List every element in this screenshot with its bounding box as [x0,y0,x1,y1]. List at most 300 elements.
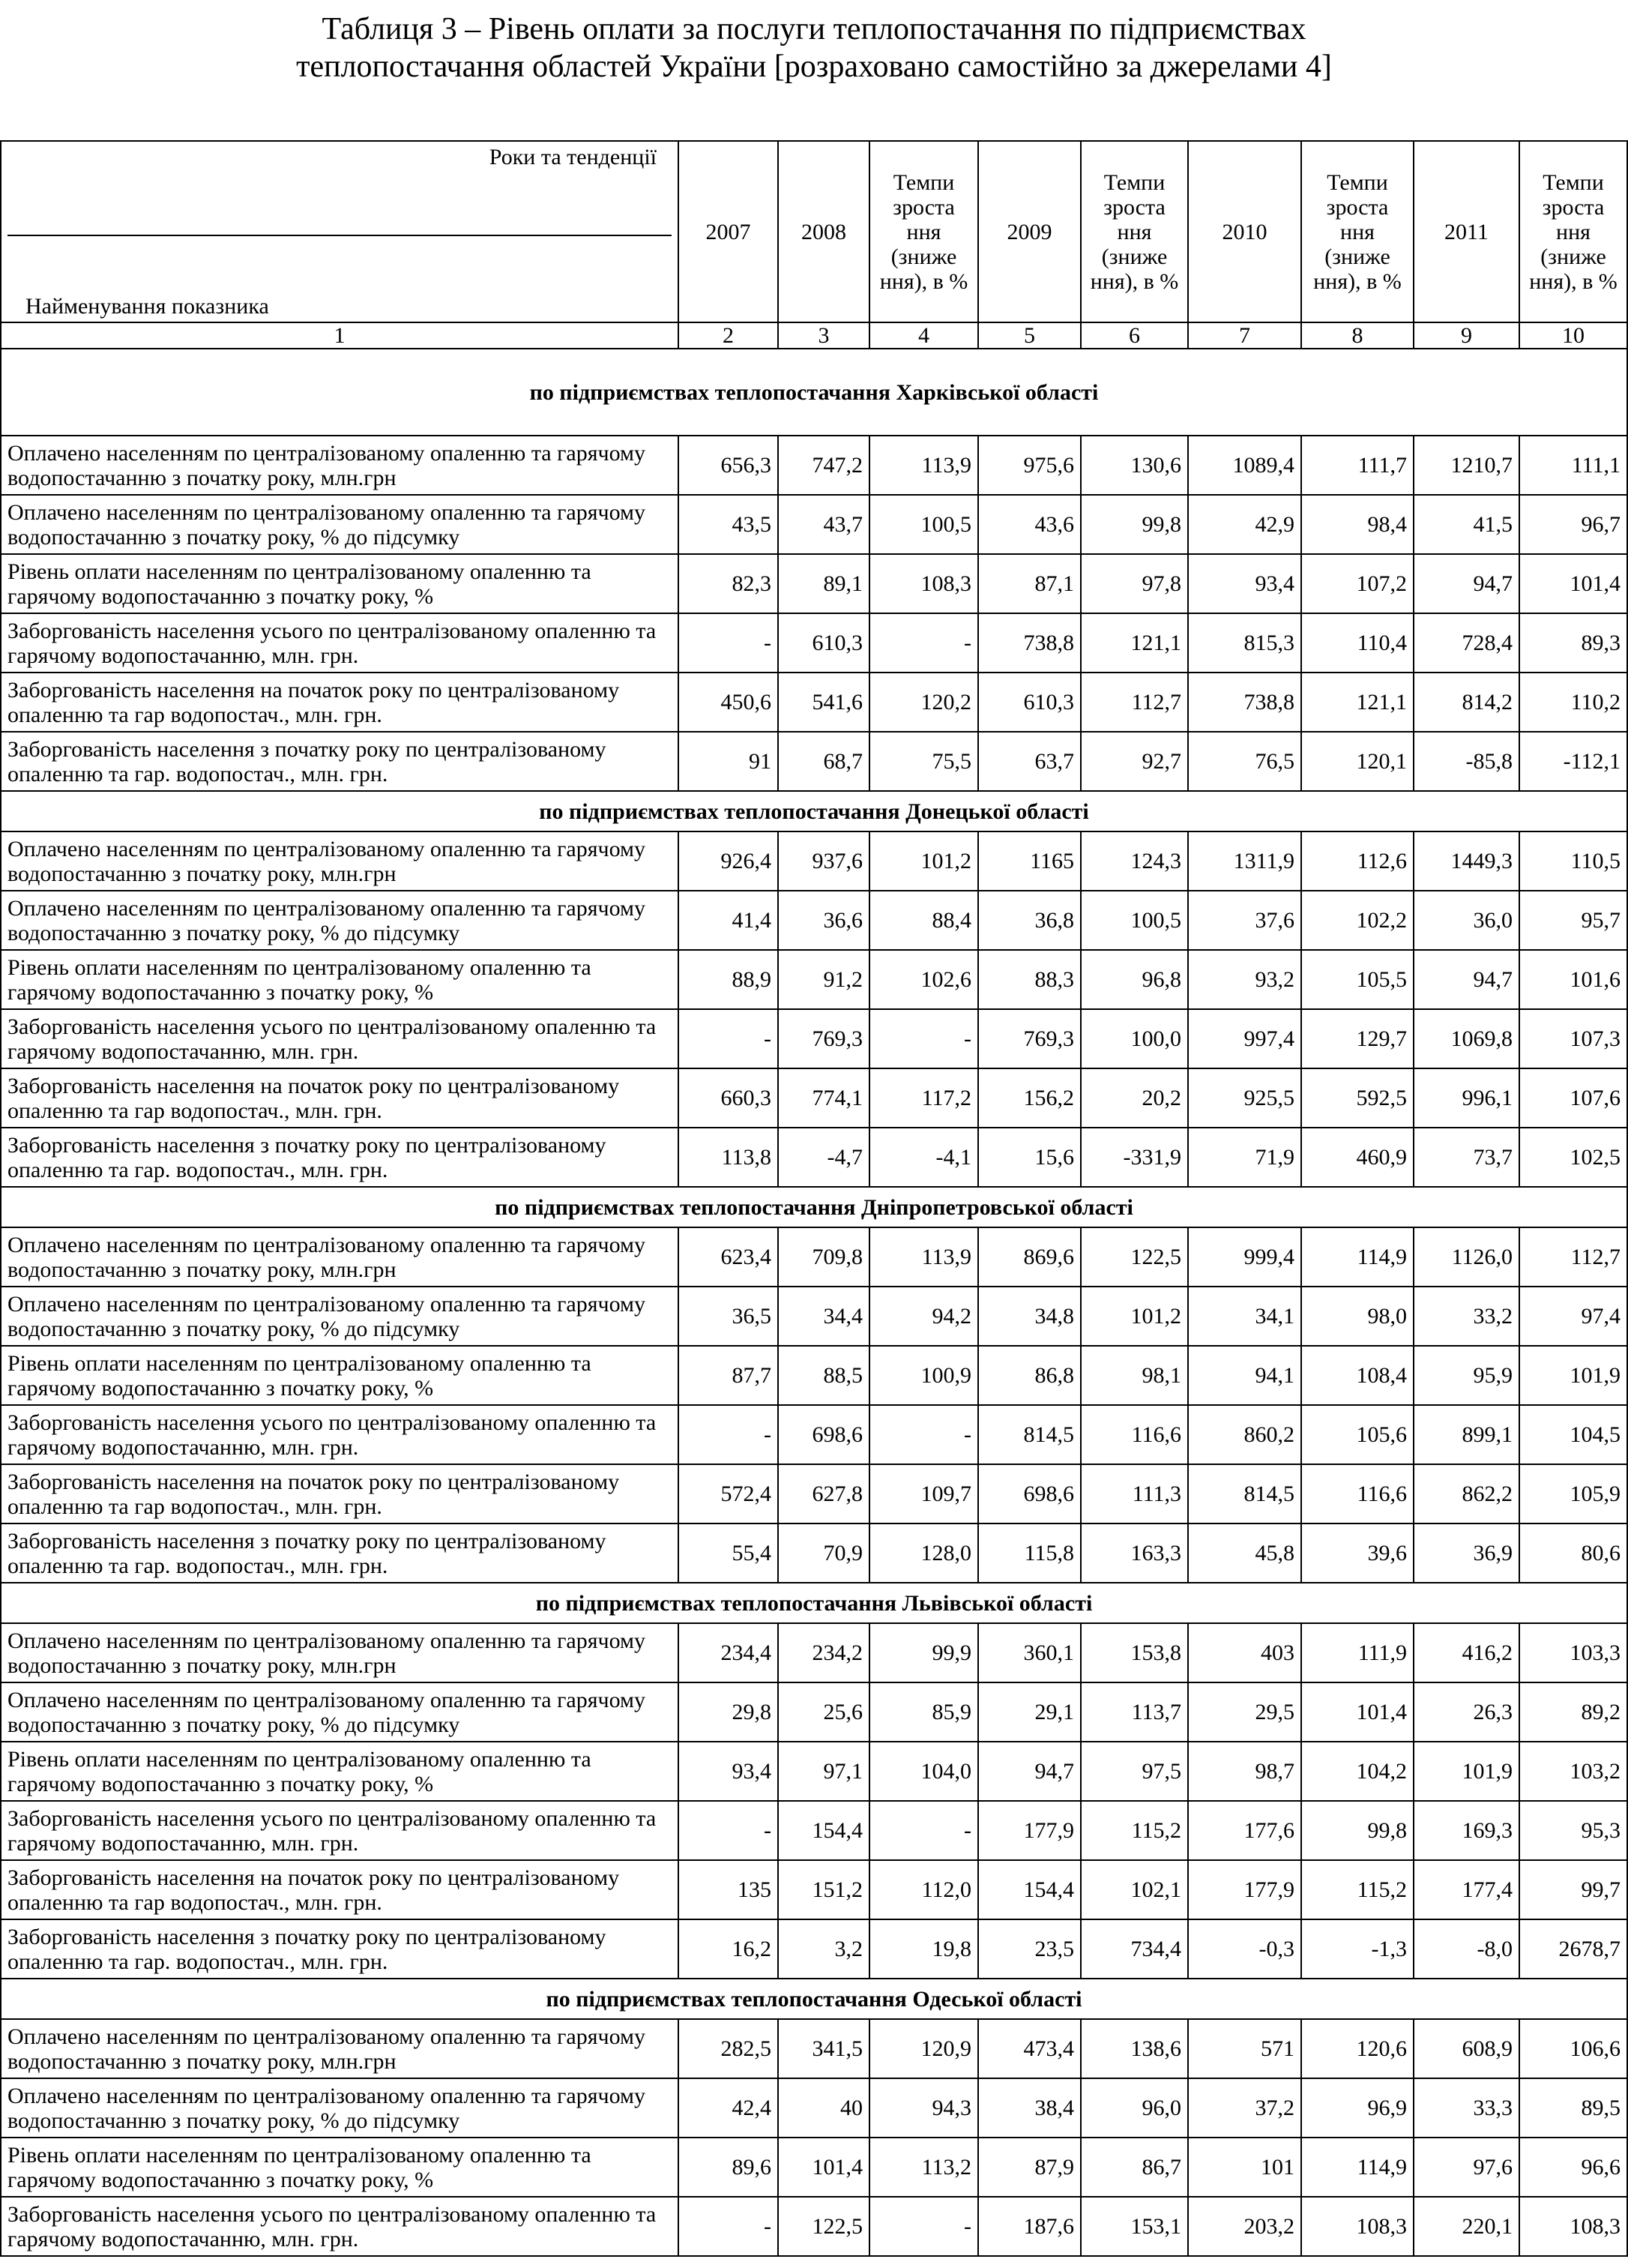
indicator-name-cell: Заборгованість населення з початку року по централізованому опаленню та гар. водопостач., млн. грн. [1,1128,678,1187]
value-cell: 101,2 [1081,1287,1188,1346]
value-cell: - [869,1405,978,1464]
value-cell: 87,1 [978,554,1081,613]
value-cell: 234,2 [778,1623,869,1682]
value-cell: 41,4 [678,891,778,950]
value-cell: 38,4 [978,2078,1081,2138]
value-cell: 975,6 [978,436,1081,495]
value-cell: 93,4 [1188,554,1301,613]
value-cell: 94,2 [869,1287,978,1346]
value-cell: 111,1 [1519,436,1627,495]
value-cell: - [869,613,978,673]
value-cell: 23,5 [978,1919,1081,1979]
value-cell: 996,1 [1414,1068,1519,1128]
value-cell: 36,6 [778,891,869,950]
value-cell: 592,5 [1301,1068,1414,1128]
value-cell: 45,8 [1188,1523,1301,1583]
indicator-name-cell: Рівень оплати населенням по централізованому опаленню та гарячому водопостачанню з початку року, % [1,950,678,1009]
value-cell: - [678,613,778,673]
value-cell: 29,8 [678,1682,778,1742]
value-cell: 96,9 [1301,2078,1414,2138]
value-cell: 869,6 [978,1227,1081,1287]
value-cell: - [869,1801,978,1860]
value-cell: 111,7 [1301,436,1414,495]
value-cell: 169,3 [1414,1801,1519,1860]
value-cell: 98,4 [1301,495,1414,554]
value-cell: 153,1 [1081,2197,1188,2256]
value-cell: 860,2 [1188,1405,1301,1464]
table-row [1,495,1627,554]
value-cell: 94,7 [978,1742,1081,1801]
value-cell: 135 [678,1860,778,1919]
table-title-line-2: теплопостачання областей України [розраховано самостійно за джерелами 4] [296,49,1332,84]
value-cell: 111,9 [1301,1623,1414,1682]
value-cell: 105,9 [1519,1464,1627,1523]
value-cell: 87,7 [678,1346,778,1405]
table-row [1,554,1627,613]
value-cell: 33,2 [1414,1287,1519,1346]
value-cell: 101 [1188,2138,1301,2197]
value-cell: 108,4 [1301,1346,1414,1405]
value-cell: 728,4 [1414,613,1519,673]
value-cell: 112,6 [1301,831,1414,891]
value-cell: 154,4 [778,1801,869,1860]
value-cell: 36,5 [678,1287,778,1346]
value-cell: 608,9 [1414,2019,1519,2078]
value-cell: 19,8 [869,1919,978,1979]
value-cell: -4,7 [778,1128,869,1187]
column-number: 2 [678,322,778,349]
value-cell: 163,3 [1081,1523,1188,1583]
value-cell: 104,5 [1519,1405,1627,1464]
value-cell: 105,6 [1301,1405,1414,1464]
table-row [1,1128,1627,1187]
table-row [1,613,1627,673]
indicator-name-cell: Заборгованість населення усього по централізованому опаленню та гарячому водопостачанню, млн. грн. [1,613,678,673]
table-row [1,1742,1627,1801]
value-cell: 113,9 [869,1227,978,1287]
indicator-name-cell: Рівень оплати населенням по централізованому опаленню та гарячому водопостачанню з початку року, % [1,1742,678,1801]
value-cell: 541,6 [778,673,869,732]
value-cell: 1165 [978,831,1081,891]
table-body [1,141,1627,2256]
value-cell: 769,3 [978,1009,1081,1068]
value-cell: 80,6 [1519,1523,1627,1583]
value-cell: 627,8 [778,1464,869,1523]
value-cell: 101,9 [1414,1742,1519,1801]
value-cell: 33,3 [1414,2078,1519,2138]
value-cell: -331,9 [1081,1128,1188,1187]
value-cell: -8,0 [1414,1919,1519,1979]
column-number-row [1,322,1627,349]
value-cell: 899,1 [1414,1405,1519,1464]
value-cell: 91,2 [778,950,869,1009]
section-header-row [1,1583,1627,1623]
value-cell: 98,1 [1081,1346,1188,1405]
value-cell: 234,4 [678,1623,778,1682]
value-cell: 55,4 [678,1523,778,1583]
header-divider [7,235,672,236]
section-header-row [1,1979,1627,2019]
indicator-name-cell: Заборгованість населення з початку року по централізованому опаленню та гар. водопостач., млн. грн. [1,1919,678,1979]
column-number: 8 [1301,322,1414,349]
table-title [0,10,1628,85]
value-cell: 39,6 [1301,1523,1414,1583]
value-cell: 926,4 [678,831,778,891]
value-cell: 2678,7 [1519,1919,1627,1979]
value-cell: 101,4 [1301,1682,1414,1742]
value-cell: 814,2 [1414,673,1519,732]
value-cell: 34,8 [978,1287,1081,1346]
column-number: 5 [978,322,1081,349]
column-number: 6 [1081,322,1188,349]
value-cell: 25,6 [778,1682,869,1742]
column-header-2007: 2007 [678,141,778,322]
column-number: 4 [869,322,978,349]
column-number: 10 [1519,322,1627,349]
value-cell: 97,1 [778,1742,869,1801]
value-cell: 120,6 [1301,2019,1414,2078]
value-cell: 95,9 [1414,1346,1519,1405]
value-cell: 88,3 [978,950,1081,1009]
value-cell: 120,1 [1301,732,1414,791]
value-cell: 738,8 [978,613,1081,673]
value-cell: 997,4 [1188,1009,1301,1068]
value-cell: 94,7 [1414,554,1519,613]
table-row [1,831,1627,891]
value-cell: 103,3 [1519,1623,1627,1682]
indicator-name-cell: Заборгованість населення усього по централізованому опаленню та гарячому водопостачанню, млн. грн. [1,1009,678,1068]
value-cell: 93,2 [1188,950,1301,1009]
value-cell: 112,7 [1081,673,1188,732]
column-header-2008: 2008 [778,141,869,322]
value-cell: 36,9 [1414,1523,1519,1583]
value-cell: 102,6 [869,950,978,1009]
years-trends-label: Роки та тенденції [489,145,657,169]
value-cell: 85,9 [869,1682,978,1742]
table-row [1,1860,1627,1919]
value-cell: 220,1 [1414,2197,1519,2256]
indicator-name-cell: Заборгованість населення усього по централізованому опаленню та гарячому водопостачанню, млн. грн. [1,1405,678,1464]
value-cell: 814,5 [978,1405,1081,1464]
value-cell: 177,9 [978,1801,1081,1860]
table-title-line-1: Таблиця 3 – Рівень оплати за послуги теплопостачання по підприємствах [322,12,1306,46]
value-cell: 41,5 [1414,495,1519,554]
value-cell: 121,1 [1081,613,1188,673]
value-cell: 709,8 [778,1227,869,1287]
value-cell: 108,3 [1301,2197,1414,2256]
value-cell: 97,5 [1081,1742,1188,1801]
value-cell: 95,3 [1519,1801,1627,1860]
value-cell: 115,2 [1301,1860,1414,1919]
value-cell: 76,5 [1188,732,1301,791]
value-cell: 282,5 [678,2019,778,2078]
value-cell: 122,5 [778,2197,869,2256]
value-cell: 98,7 [1188,1742,1301,1801]
value-cell: 101,4 [1519,554,1627,613]
value-cell: 571 [1188,2019,1301,2078]
value-cell: 769,3 [778,1009,869,1068]
value-cell: 94,3 [869,2078,978,2138]
column-header-2011: 2011 [1414,141,1519,322]
value-cell: 101,2 [869,831,978,891]
value-cell: 572,4 [678,1464,778,1523]
value-cell: 187,6 [978,2197,1081,2256]
value-cell: 112,0 [869,1860,978,1919]
value-cell: 1210,7 [1414,436,1519,495]
value-cell: 42,9 [1188,495,1301,554]
column-header-growth-2008: Темпи зроста ння (зниже ння), в % [869,141,978,322]
column-header-growth-2011: Темпи зроста ння (зниже ння), в % [1519,141,1627,322]
table-row [1,1227,1627,1287]
column-header-growth-2010: Темпи зроста ння (зниже ння), в % [1301,141,1414,322]
table-row [1,1405,1627,1464]
value-cell: 20,2 [1081,1068,1188,1128]
value-cell: 113,7 [1081,1682,1188,1742]
value-cell: 15,6 [978,1128,1081,1187]
indicator-name-cell: Оплачено населенням по централізованому опаленню та гарячому водопостачанню з початку року, % до підсумку [1,1287,678,1346]
data-table [0,140,1628,2257]
indicator-name-cell: Оплачено населенням по централізованому опаленню та гарячому водопостачанню з початку року, % до підсумку [1,891,678,950]
value-cell: -0,3 [1188,1919,1301,1979]
table-row [1,950,1627,1009]
value-cell: 937,6 [778,831,869,891]
value-cell: 96,7 [1519,495,1627,554]
value-cell: - [869,2197,978,2256]
value-cell: 1089,4 [1188,436,1301,495]
value-cell: 107,2 [1301,554,1414,613]
value-cell: 153,8 [1081,1623,1188,1682]
value-cell: 120,2 [869,673,978,732]
indicator-name-cell: Оплачено населенням по централізованому опаленню та гарячому водопостачанню з початку року, млн.грн [1,436,678,495]
value-cell: 98,0 [1301,1287,1414,1346]
value-cell: 129,7 [1301,1009,1414,1068]
value-cell: 113,2 [869,2138,978,2197]
value-cell: 96,8 [1081,950,1188,1009]
value-cell: 37,2 [1188,2078,1301,2138]
value-cell: 105,5 [1301,950,1414,1009]
column-number: 7 [1188,322,1301,349]
value-cell: 862,2 [1414,1464,1519,1523]
value-cell: 110,4 [1301,613,1414,673]
column-number: 9 [1414,322,1519,349]
indicator-name-cell: Оплачено населенням по централізованому опаленню та гарячому водопостачанню з початку року, % до підсумку [1,1682,678,1742]
value-cell: 87,9 [978,2138,1081,2197]
value-cell: 94,7 [1414,950,1519,1009]
value-cell: 1449,3 [1414,831,1519,891]
indicator-name-cell: Заборгованість населення на початок року по централізованому опаленню та гар водопостач., млн. грн. [1,1860,678,1919]
table-row [1,2019,1627,2078]
value-cell: 130,6 [1081,436,1188,495]
section-title: по підприємствах теплопостачання Донецької області [1,791,1627,831]
table-row [1,1009,1627,1068]
value-cell: 116,6 [1081,1405,1188,1464]
value-cell: 91 [678,732,778,791]
section-title: по підприємствах теплопостачання Львівської області [1,1583,1627,1623]
value-cell: 698,6 [778,1405,869,1464]
value-cell: 124,3 [1081,831,1188,891]
value-cell: 82,3 [678,554,778,613]
value-cell: 112,7 [1519,1227,1627,1287]
value-cell: 774,1 [778,1068,869,1128]
value-cell: 120,9 [869,2019,978,2078]
value-cell: 473,4 [978,2019,1081,2078]
value-cell: 925,5 [1188,1068,1301,1128]
value-cell: -1,3 [1301,1919,1414,1979]
value-cell: 106,6 [1519,2019,1627,2078]
value-cell: 99,7 [1519,1860,1627,1919]
table-row [1,1801,1627,1860]
table-row [1,1287,1627,1346]
column-header-2010: 2010 [1188,141,1301,322]
value-cell: 747,2 [778,436,869,495]
column-number: 3 [778,322,869,349]
value-cell: 999,4 [1188,1227,1301,1287]
value-cell: 360,1 [978,1623,1081,1682]
value-cell: 814,5 [1188,1464,1301,1523]
value-cell: 42,4 [678,2078,778,2138]
value-cell: 71,9 [1188,1128,1301,1187]
value-cell: 99,9 [869,1623,978,1682]
value-cell: 107,3 [1519,1009,1627,1068]
value-cell: 99,8 [1301,1801,1414,1860]
indicator-name-cell: Оплачено населенням по централізованому опаленню та гарячому водопостачанню з початку року, млн.грн [1,831,678,891]
value-cell: 450,6 [678,673,778,732]
column-header-growth-2009: Темпи зроста ння (зниже ння), в % [1081,141,1188,322]
value-cell: 34,4 [778,1287,869,1346]
value-cell: 1311,9 [1188,831,1301,891]
indicator-name-label: Найменування показника [25,294,269,319]
value-cell: - [678,1801,778,1860]
value-cell: 86,7 [1081,2138,1188,2197]
value-cell: 656,3 [678,436,778,495]
table-row [1,1919,1627,1979]
value-cell: 43,5 [678,495,778,554]
value-cell: 341,5 [778,2019,869,2078]
indicator-name-cell: Заборгованість населення усього по централізованому опаленню та гарячому водопостачанню, млн. грн. [1,2197,678,2256]
value-cell: 68,7 [778,732,869,791]
indicator-name-cell: Заборгованість населення з початку року по централізованому опаленню та гар. водопостач., млн. грн. [1,732,678,791]
value-cell: 43,6 [978,495,1081,554]
value-cell: 88,4 [869,891,978,950]
indicator-name-cell: Заборгованість населення з початку року по централізованому опаленню та гар. водопостач., млн. грн. [1,1523,678,1583]
value-cell: - [678,1405,778,1464]
value-cell: 93,4 [678,1742,778,1801]
section-header-row [1,1187,1627,1227]
value-cell: 102,5 [1519,1128,1627,1187]
header-row [1,141,1627,322]
value-cell: 114,9 [1301,1227,1414,1287]
indicator-name-cell: Рівень оплати населенням по централізованому опаленню та гарячому водопостачанню з початку року, % [1,2138,678,2197]
value-cell: 698,6 [978,1464,1081,1523]
value-cell: 151,2 [778,1860,869,1919]
value-cell: 100,5 [1081,891,1188,950]
section-title: по підприємствах теплопостачання Одеської області [1,1979,1627,2019]
value-cell: 111,3 [1081,1464,1188,1523]
column-header-2009: 2009 [978,141,1081,322]
value-cell: 88,5 [778,1346,869,1405]
value-cell: 70,9 [778,1523,869,1583]
value-cell: 92,7 [1081,732,1188,791]
value-cell: 610,3 [978,673,1081,732]
value-cell: 101,9 [1519,1346,1627,1405]
value-cell: 610,3 [778,613,869,673]
value-cell: 40 [778,2078,869,2138]
value-cell: 115,2 [1081,1801,1188,1860]
value-cell: - [678,1009,778,1068]
value-cell: 117,2 [869,1068,978,1128]
value-cell: 103,2 [1519,1742,1627,1801]
value-cell: 97,8 [1081,554,1188,613]
table-row [1,1346,1627,1405]
indicator-name-cell: Заборгованість населення на початок року по централізованому опаленню та гар водопостач., млн. грн. [1,1068,678,1128]
value-cell: 89,3 [1519,613,1627,673]
value-cell: 156,2 [978,1068,1081,1128]
value-cell: 154,4 [978,1860,1081,1919]
value-cell: 94,1 [1188,1346,1301,1405]
value-cell: 738,8 [1188,673,1301,732]
value-cell: 63,7 [978,732,1081,791]
value-cell: 16,2 [678,1919,778,1979]
value-cell: 110,5 [1519,831,1627,891]
value-cell: 115,8 [978,1523,1081,1583]
table-row [1,891,1627,950]
value-cell: 110,2 [1519,673,1627,732]
table-row [1,673,1627,732]
indicator-name-cell: Рівень оплати населенням по централізованому опаленню та гарячому водопостачанню з початку року, % [1,1346,678,1405]
value-cell: 96,0 [1081,2078,1188,2138]
value-cell: 75,5 [869,732,978,791]
section-title: по підприємствах теплопостачання Харківської області [1,349,1627,436]
table-row [1,2078,1627,2138]
value-cell: 128,0 [869,1523,978,1583]
indicator-name-cell: Оплачено населенням по централізованому опаленню та гарячому водопостачанню з початку року, % до підсумку [1,495,678,554]
value-cell: 36,8 [978,891,1081,950]
value-cell: 460,9 [1301,1128,1414,1187]
value-cell: - [869,1009,978,1068]
value-cell: 34,1 [1188,1287,1301,1346]
value-cell: 100,0 [1081,1009,1188,1068]
value-cell: 403 [1188,1623,1301,1682]
table-row [1,1068,1627,1128]
indicator-name-cell: Заборгованість населення на початок року по централізованому опаленню та гар водопостач., млн. грн. [1,673,678,732]
value-cell: 36,0 [1414,891,1519,950]
value-cell: 623,4 [678,1227,778,1287]
value-cell: 89,6 [678,2138,778,2197]
table-row [1,1464,1627,1523]
value-cell: 1126,0 [1414,1227,1519,1287]
value-cell: 37,6 [1188,891,1301,950]
indicator-name-cell: Оплачено населенням по централізованому опаленню та гарячому водопостачанню з початку року, млн.грн [1,1227,678,1287]
value-cell: -112,1 [1519,732,1627,791]
value-cell: 113,9 [869,436,978,495]
value-cell: 89,1 [778,554,869,613]
value-cell: 108,3 [1519,2197,1627,2256]
value-cell: 177,4 [1414,1860,1519,1919]
value-cell: 734,4 [1081,1919,1188,1979]
table-row [1,732,1627,791]
value-cell: 96,6 [1519,2138,1627,2197]
header-corner-cell [1,141,678,322]
value-cell: 104,2 [1301,1742,1414,1801]
value-cell: 86,8 [978,1346,1081,1405]
value-cell: 101,6 [1519,950,1627,1009]
value-cell: 100,5 [869,495,978,554]
value-cell: 177,6 [1188,1801,1301,1860]
table-row [1,2138,1627,2197]
value-cell: 97,6 [1414,2138,1519,2197]
value-cell: 104,0 [869,1742,978,1801]
table-row [1,1682,1627,1742]
